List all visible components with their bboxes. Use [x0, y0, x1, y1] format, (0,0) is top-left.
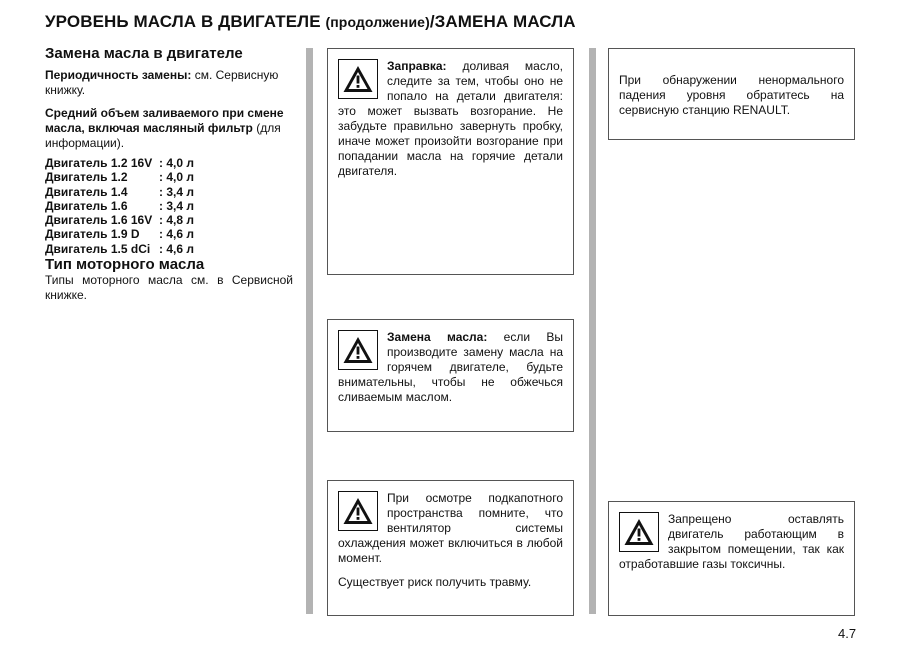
engine-volume: : 3,4 л: [159, 184, 194, 199]
engine-name: Двигатель 1.5 dCi: [45, 241, 151, 256]
interval-text: см. Сервисную книжку.: [45, 68, 279, 97]
engine-row: [45, 185, 293, 199]
column-divider-left: [306, 48, 313, 614]
engine-name: Двигатель 1.9 D: [45, 227, 140, 242]
warning-box-exhaust: [608, 501, 855, 616]
warning-triangle-icon: [338, 491, 378, 531]
section-title-oil-type: Тип моторного масла: [45, 256, 205, 274]
warning-box-fan: [327, 480, 574, 616]
section-title-oil-change: Замена масла в двигателе: [45, 45, 243, 62]
engine-row: [45, 156, 293, 170]
engine-name: Двигатель 1.2: [45, 170, 128, 185]
left-column: [45, 45, 293, 303]
engine-name: Двигатель 1.6 16V: [45, 213, 153, 228]
page-title: [45, 12, 576, 32]
title-end: /ЗАМЕНА МАСЛА: [429, 12, 576, 31]
oil-change-interval: [45, 68, 293, 98]
refill-label: Заправка:: [387, 59, 447, 73]
warning-triangle-icon: [338, 330, 378, 370]
oil-change-text: если Вы производите замену масла на горячем двигателе, будьте внимательны, чтобы не обжечься сливаемым маслом.: [338, 330, 563, 404]
interval-label: Периодичность замены:: [45, 68, 192, 82]
engine-name: Двигатель 1.6: [45, 198, 128, 213]
column-divider-right: [589, 48, 596, 614]
engine-volume: : 4,6 л: [159, 227, 194, 242]
warning-box-oil-change: [327, 319, 574, 432]
exhaust-warning-text: Запрещено оставлять двигатель работающим в закрытом помещении, так как отработавшие газы токсичны.: [619, 512, 844, 571]
abnormal-level-text: При обнаружении ненормального падения уровня обратитесь на сервисную станцию RENAULT.: [619, 73, 844, 117]
engine-name: Двигатель 1.4: [45, 184, 128, 199]
warning-triangle-icon: [619, 512, 659, 552]
engine-row: [45, 213, 293, 227]
engine-name: Двигатель 1.2 16V: [45, 156, 153, 170]
engine-volume: : 4,0 л: [159, 170, 194, 185]
engine-row: [45, 242, 293, 256]
engine-row: [45, 227, 293, 241]
engine-row: [45, 170, 293, 184]
oil-type-text: Типы моторного масла см. в Сервисной книжке.: [45, 273, 293, 303]
warning-triangle-icon: [338, 59, 378, 99]
oil-volume-note: [45, 106, 293, 151]
engine-row: [45, 199, 293, 213]
engine-volume: : 3,4 л: [159, 198, 194, 213]
volume-label: Средний объем заливаемого при смене масла, включая масляный фильтр: [45, 106, 284, 135]
engine-oil-volume-list: [45, 156, 293, 256]
warning-box-refill: [327, 48, 574, 275]
title-main: УРОВЕНЬ МАСЛА В ДВИГАТЕЛЕ: [45, 12, 321, 31]
oil-change-label: Замена масла:: [387, 330, 488, 344]
engine-volume: : 4,8 л: [159, 213, 194, 228]
engine-volume: : 4,0 л: [159, 156, 194, 170]
fan-warning-text: При осмотре подкапотного пространства помните, что вентилятор системы охлаждения может включиться в любой момент.: [338, 491, 563, 565]
refill-text: доливая масло, следите за тем, чтобы оно не попало на детали двигателя: это может вызвать возгорание. Не забудьте правильно завернуть пробку, иначе может произойти возгорание при попадании масла на горячие детали двигателя.: [338, 59, 563, 178]
page-number: 4.7: [838, 626, 857, 641]
note-box-abnormal-level: [608, 48, 855, 140]
injury-risk-text: Существует риск получить травму.: [338, 575, 532, 589]
title-sub: (продолжение): [325, 14, 430, 30]
volume-text: (для информации).: [45, 121, 281, 150]
engine-volume: : 4,6 л: [159, 241, 194, 256]
